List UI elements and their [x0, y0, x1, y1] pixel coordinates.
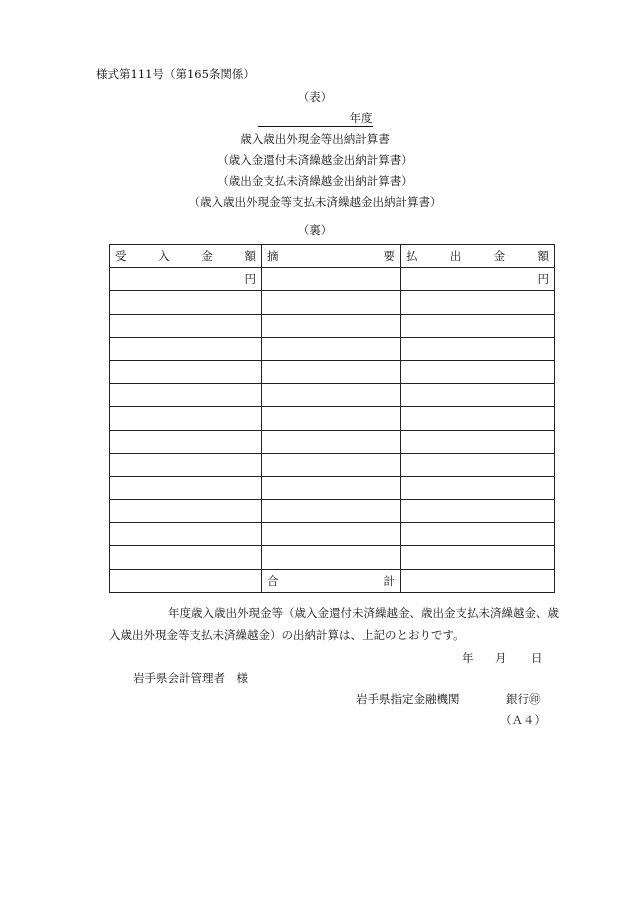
back-label: （裏）: [297, 223, 333, 237]
yen-unit: 円: [244, 272, 256, 287]
header-char: 金: [493, 249, 506, 264]
date-month: 月: [495, 651, 507, 665]
payment-amount-cell[interactable]: [401, 360, 555, 383]
summary-cell[interactable]: [262, 360, 401, 383]
summary-cell[interactable]: [262, 430, 401, 453]
header-char: 受: [115, 249, 127, 264]
summary-cell[interactable]: [262, 314, 401, 337]
payment-amount-cell[interactable]: [401, 546, 555, 569]
payment-amount-cell[interactable]: [401, 453, 555, 476]
summary-cell[interactable]: [262, 523, 401, 546]
table-row: [110, 407, 555, 430]
receipt-amount-cell[interactable]: [110, 453, 262, 476]
summary-cell[interactable]: [262, 407, 401, 430]
payment-amount-cell[interactable]: [401, 291, 555, 314]
summary-cell[interactable]: [262, 384, 401, 407]
receipt-amount-cell[interactable]: [110, 291, 262, 314]
total-label-char: 計: [383, 573, 395, 588]
header-receipt-amount: [110, 245, 262, 268]
sender: 岩手県指定金融機関: [356, 692, 460, 706]
header-char: 出: [449, 249, 462, 264]
payment-amount-cell[interactable]: [401, 430, 555, 453]
receipt-amount-cell[interactable]: [110, 268, 262, 291]
table-row: [110, 523, 555, 546]
receipt-amount-cell[interactable]: [110, 476, 262, 499]
receipt-amount-cell[interactable]: [110, 546, 262, 569]
total-row: [110, 569, 555, 592]
receipt-amount-cell[interactable]: [110, 314, 262, 337]
receipt-amount-cell[interactable]: [110, 523, 262, 546]
table-row: [110, 360, 555, 383]
date-year: 年: [462, 651, 474, 665]
payment-amount-cell[interactable]: [401, 384, 555, 407]
bank-seal: 銀行㊞: [506, 692, 541, 706]
payment-amount-cell[interactable]: [401, 500, 555, 523]
payment-amount-cell[interactable]: [401, 407, 555, 430]
paper-size: （Ａ４）: [500, 713, 546, 727]
year-suffix: 年度: [349, 111, 373, 125]
receipt-amount-cell[interactable]: [110, 407, 262, 430]
total-label-char: 合: [267, 573, 279, 588]
title-sub-3: （歳入歳出外現金等支払未済繰越金出納計算書）: [188, 195, 442, 209]
header-char: 入: [158, 249, 170, 264]
table-row: [110, 314, 555, 337]
receipt-amount-cell[interactable]: [110, 337, 262, 360]
table-row: [110, 337, 555, 360]
header-char: 要: [383, 249, 395, 264]
receipt-amount-cell[interactable]: [110, 384, 262, 407]
table-row: [110, 476, 555, 499]
summary-cell[interactable]: [262, 476, 401, 499]
table-row: [110, 384, 555, 407]
title-sub-2: （歳出金支払未済繰越金出納計算書）: [217, 174, 413, 188]
summary-cell[interactable]: [262, 500, 401, 523]
header-payment-amount: [401, 245, 555, 268]
front-label: （表）: [297, 90, 333, 104]
summary-cell[interactable]: [262, 453, 401, 476]
title-main: 歳入歳出外現金等出納計算書: [240, 132, 390, 146]
table-row: [110, 500, 555, 523]
header-char: 額: [537, 249, 549, 264]
yen-unit: 円: [537, 272, 549, 287]
table-row: [110, 268, 555, 291]
header-summary: [262, 245, 401, 268]
header-char: 払: [406, 249, 418, 264]
table-row: [110, 291, 555, 314]
payment-amount-cell[interactable]: [401, 314, 555, 337]
header-char: 額: [244, 249, 256, 264]
fiscal-year-field: [258, 110, 373, 127]
summary-cell[interactable]: [262, 546, 401, 569]
title-sub-1: （歳入金還付未済繰越金出納計算書）: [217, 153, 413, 167]
payment-amount-cell[interactable]: [401, 476, 555, 499]
payment-amount-cell[interactable]: [401, 337, 555, 360]
payment-total-cell[interactable]: [401, 569, 555, 592]
summary-cell[interactable]: [262, 291, 401, 314]
form-number: 様式第111号（第165条関係）: [96, 67, 255, 81]
table-row: [110, 430, 555, 453]
summary-cell[interactable]: [262, 337, 401, 360]
payment-amount-cell[interactable]: [401, 268, 555, 291]
header-char: 摘: [267, 249, 279, 264]
total-label-cell: [262, 569, 401, 592]
ledger-table: [109, 244, 555, 593]
receipt-amount-cell[interactable]: [110, 500, 262, 523]
receipt-amount-cell[interactable]: [110, 360, 262, 383]
date-day: 日: [531, 651, 543, 665]
addressee: 岩手県会計管理者 様: [133, 671, 248, 685]
table-header-row: [110, 245, 555, 268]
fiscal-year-line: [0, 110, 630, 127]
header-char: 金: [201, 249, 213, 264]
receipt-amount-cell[interactable]: [110, 430, 262, 453]
table-row: [110, 546, 555, 569]
payment-amount-cell[interactable]: [401, 523, 555, 546]
statement-line-1: 年度歳入歳出外現金等（歳入金還付未済繰越金、歳出金支払未済繰越金、歳: [168, 606, 559, 620]
receipt-total-cell[interactable]: [110, 569, 262, 592]
table-row: [110, 453, 555, 476]
statement-line-2: 入歳出外現金等支払未済繰越金）の出納計算は、上記のとおりです。: [109, 628, 465, 642]
summary-cell[interactable]: [262, 268, 401, 291]
